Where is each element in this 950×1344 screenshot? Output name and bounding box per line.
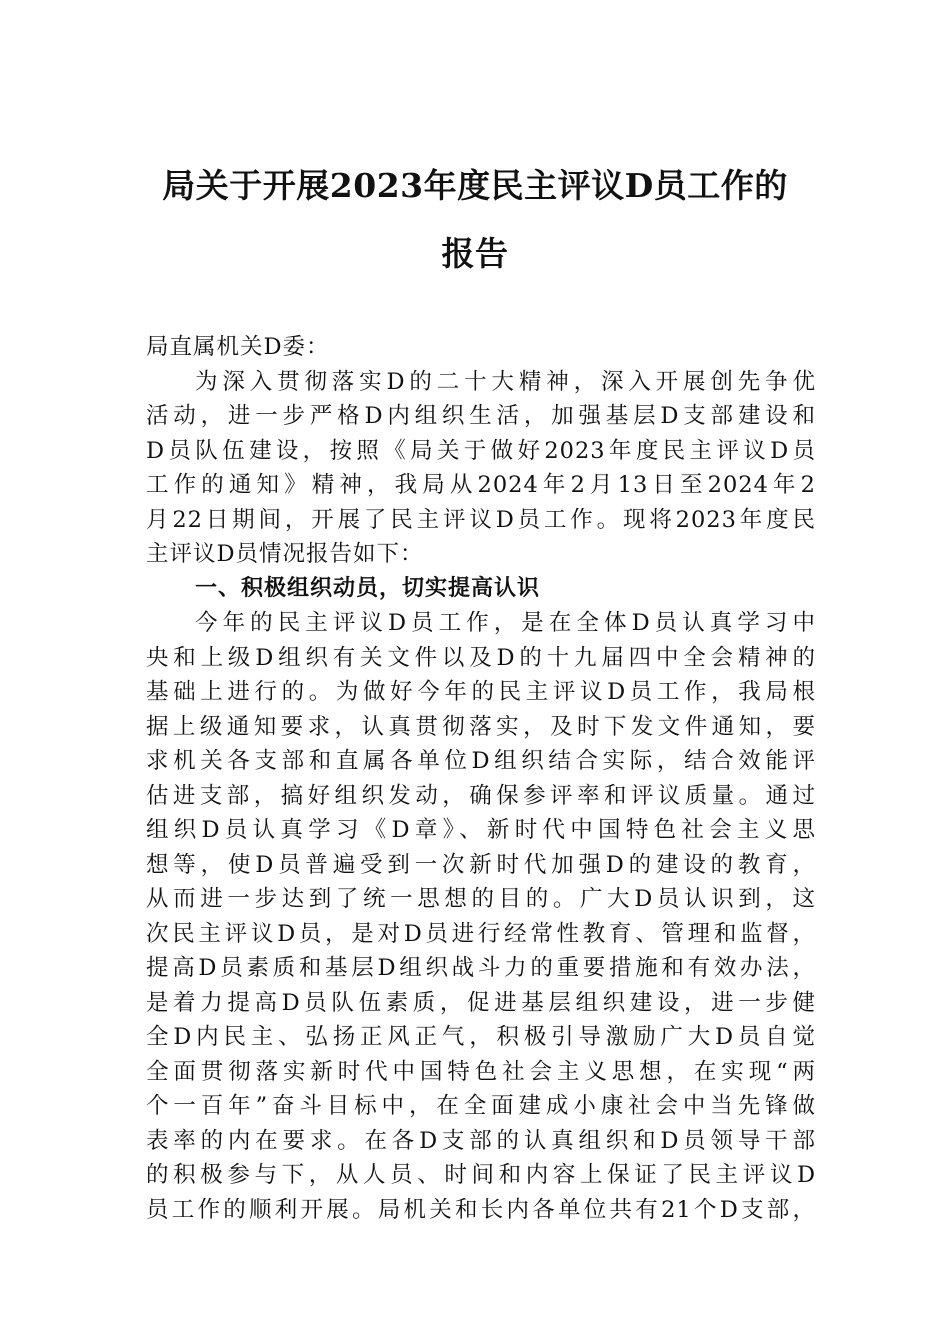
paragraph-2-line: 提高D员素质和基层D组织战斗力的重要措施和有效办法，: [146, 955, 816, 981]
salutation: 局直属机关D委：: [146, 334, 330, 360]
document-body: [146, 330, 816, 1227]
paragraph-2-line: 个一百年”奋斗目标中，在全面建成小康社会中当先锋做: [146, 1093, 816, 1119]
paragraph-2-line: 是着力提高D员队伍素质，促进基层组织建设，进一步健: [146, 989, 816, 1016]
paragraph-2-line: 组织D员认真学习《D章》、新时代中国特色社会主义思: [146, 817, 816, 843]
paragraph-2-line: 从而进一步达到了统一思想的目的。广大D员认识到，这: [146, 886, 816, 912]
paragraph-1-line: 活动，进一步严格D内组织生活，加强基层D支部建设和: [146, 403, 816, 429]
paragraph-2-line: 次民主评议D员，是对D员进行经常性教育、管理和监督，: [146, 920, 816, 947]
paragraph-2-line: 今年的民主评议D员工作，是在全体D员认真学习中: [195, 610, 816, 636]
document-title-line-2: 报告: [441, 234, 509, 273]
paragraph-1-line: 月22日期间，开展了民主评议D员工作。现将2023年度民: [146, 506, 816, 533]
paragraph-2-line: 基础上进行的。为做好今年的民主评议D员工作，我局根: [146, 679, 816, 705]
paragraph-2-line: 表率的内在要求。在各D支部的认真组织和D员领导干部: [146, 1127, 816, 1154]
paragraph-2-line: 员工作的顺利开展。局机关和长内各单位共有21个D支部，: [146, 1196, 816, 1223]
paragraph-1-line: 主评议D员情况报告如下：: [146, 541, 424, 567]
paragraph-1-line: 工作的通知》精神，我局从2024年2月13日至2024年2: [146, 472, 816, 498]
paragraph-2-line: 求机关各支部和直属各单位D组织结合实际，结合效能评: [146, 748, 816, 774]
document-title-line-1: 局关于开展2023年度民主评议D员工作的: [162, 166, 788, 205]
paragraph-2-line: 想等，使D员普遍受到一次新时代加强D的建设的教育，: [146, 851, 816, 878]
paragraph-2-line: 全面贯彻落实新时代中国特色社会主义思想，在实现“两: [146, 1058, 816, 1085]
paragraph-1-line: 为深入贯彻落实D的二十大精神，深入开展创先争优: [195, 368, 816, 395]
paragraph-2-line: 的积极参与下，从人员、时间和内容上保证了民主评议D: [146, 1162, 816, 1188]
paragraph-2-line: 估进支部，搞好组织发动，确保参评率和评议质量。通过: [146, 782, 816, 809]
paragraph-1-line: D员队伍建设，按照《局关于做好2023年度民主评议D员: [146, 437, 816, 464]
paragraph-2-line: 央和上级D组织有关文件以及D的十九届四中全会精神的: [146, 644, 816, 671]
paragraph-2-line: 全D内民主、弘扬正风正气，积极引导激励广大D员自觉: [146, 1024, 816, 1050]
paragraph-2-line: 据上级通知要求，认真贯彻落实，及时下发文件通知，要: [146, 713, 816, 740]
section-1-heading: 一、积极组织动员，切实提高认识: [195, 575, 541, 601]
